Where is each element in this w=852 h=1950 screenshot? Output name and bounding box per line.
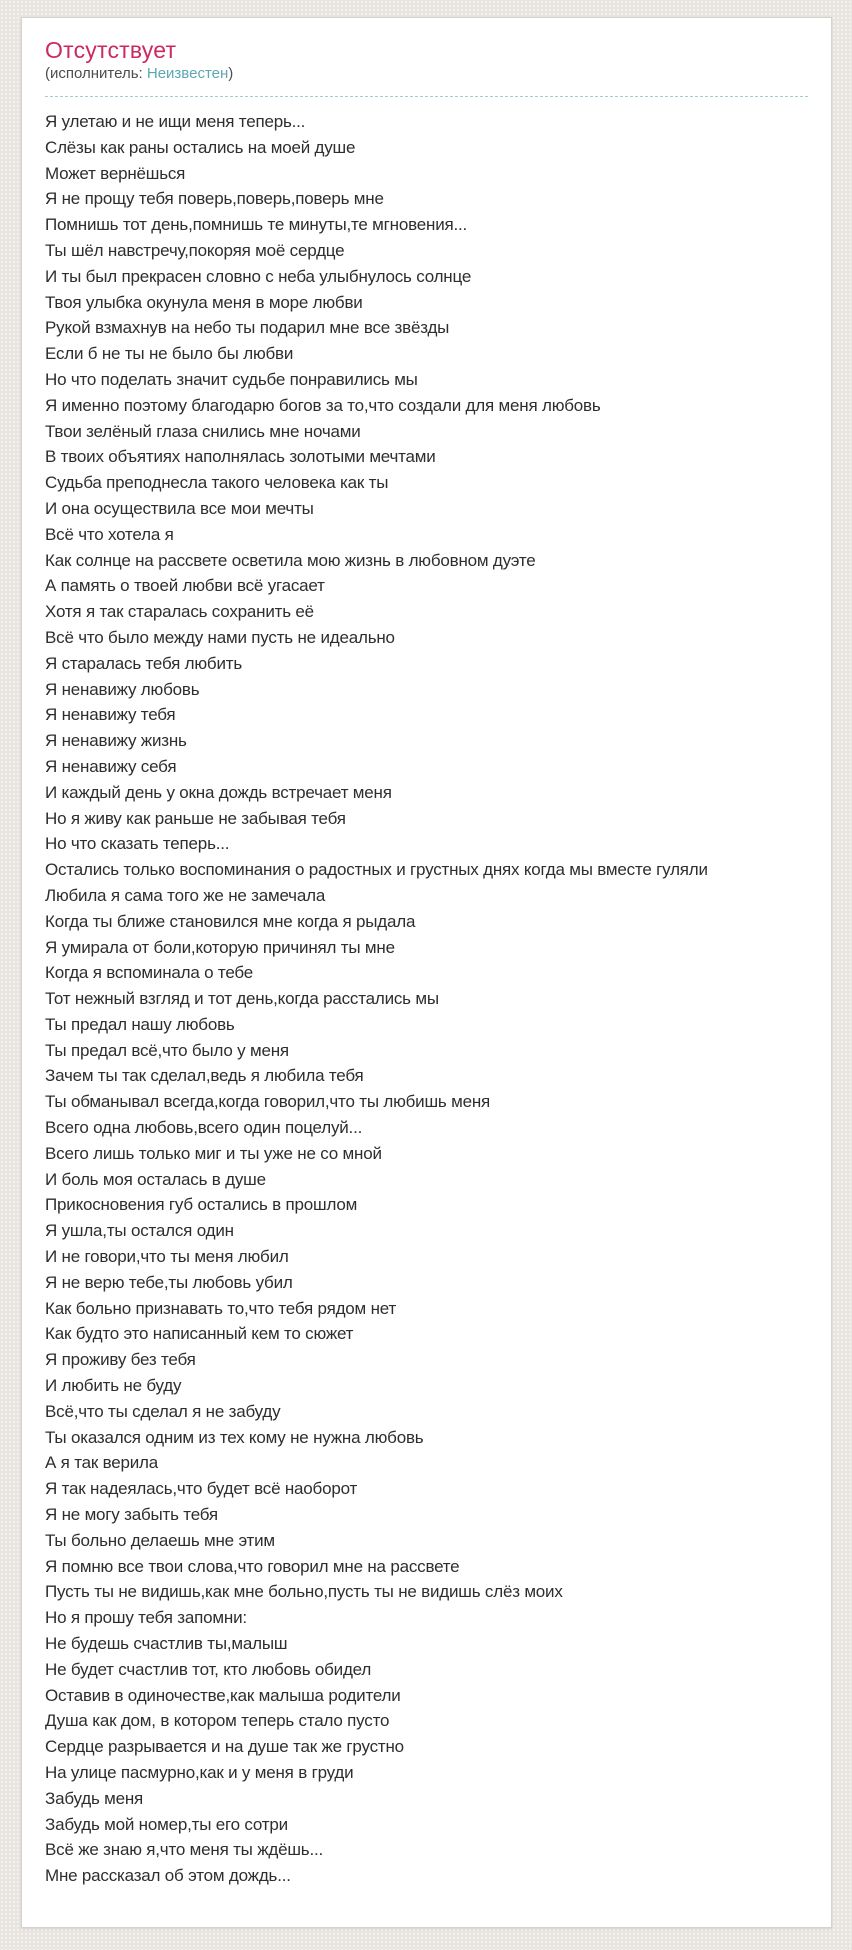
lyric-line: Я умирала от боли,которую причинял ты мне bbox=[45, 937, 395, 957]
lyric-line: Но что поделать значит судьбе понравились мы bbox=[45, 369, 418, 389]
lyric-line: Ты предал нашу любовь bbox=[45, 1014, 235, 1034]
artist-line bbox=[45, 65, 808, 83]
lyric-line: Сердце разрывается и на душе так же грустно bbox=[45, 1737, 404, 1757]
lyric-line: Я не прощу тебя поверь,поверь,поверь мне bbox=[45, 189, 384, 209]
lyric-line: И каждый день у окна дождь встречает меня bbox=[45, 782, 392, 802]
lyric-line: Всего одна любовь,всего один поцелуй... bbox=[45, 1118, 363, 1138]
lyric-line: Когда ты ближе становился мне когда я рыдала bbox=[45, 911, 416, 931]
lyric-line: Ты шёл навстречу,покоряя моё сердце bbox=[45, 240, 345, 260]
lyric-line: Я не верю тебе,ты любовь убил bbox=[45, 1272, 293, 1292]
lyric-line: Я старалась тебя любить bbox=[45, 653, 243, 673]
lyric-line: Я проживу без тебя bbox=[45, 1350, 196, 1370]
lyric-line: Твои зелёный глаза снились мне ночами bbox=[45, 421, 361, 441]
lyric-line: Я ненавижу себя bbox=[45, 756, 177, 776]
lyric-line: Но я прошу тебя запомни: bbox=[45, 1608, 247, 1628]
lyric-line: Всё же знаю я,что меня ты ждёшь... bbox=[45, 1840, 324, 1860]
lyric-line: Я ненавижу тебя bbox=[45, 705, 176, 725]
lyric-line: Оставив в одиночестве,как малыша родители bbox=[45, 1685, 401, 1705]
lyric-line: Я ненавижу жизнь bbox=[45, 731, 187, 751]
lyric-line: Пусть ты не видишь,как мне больно,пусть ты не видишь слёз моих bbox=[45, 1582, 563, 1602]
lyric-line: И она осуществила все мои мечты bbox=[45, 498, 314, 518]
lyric-line: Всё что хотела я bbox=[45, 524, 174, 544]
lyric-line: Рукой взмахнув на небо ты подарил мне все звёзды bbox=[45, 318, 450, 338]
lyric-line: Я именно поэтому благодарю богов за то,что создали для меня любовь bbox=[45, 395, 601, 415]
artist-link[interactable]: Неизвестен bbox=[146, 65, 229, 82]
lyric-line: Но что сказать теперь... bbox=[45, 834, 230, 854]
lyric-line: Зачем ты так сделал,ведь я любила тебя bbox=[45, 1066, 364, 1086]
lyric-line: Ты обманывал всегда,когда говорил,что ты любишь меня bbox=[45, 1092, 491, 1112]
lyric-line: И ты был прекрасен словно с неба улыбнулось солнце bbox=[45, 266, 472, 286]
lyrics-card bbox=[21, 17, 832, 1928]
artist-prefix-label: (исполнитель: bbox=[45, 65, 147, 82]
lyric-line: Я не могу забыть тебя bbox=[45, 1505, 218, 1525]
lyric-line: Остались только воспоминания о радостных и грустных днях когда мы вместе гуляли bbox=[45, 860, 708, 880]
lyric-line: Не будешь счастлив ты,малыш bbox=[45, 1634, 288, 1654]
lyric-line: На улице пасмурно,как и у меня в груди bbox=[45, 1763, 354, 1782]
artist-suffix-label: ) bbox=[228, 65, 234, 82]
song-title: Отсутствует bbox=[45, 37, 177, 63]
lyric-line: Но я живу как раньше не забывая тебя bbox=[45, 808, 346, 828]
lyric-line: Любила я сама того же не замечала bbox=[45, 885, 326, 905]
lyric-line: Мне рассказал об этом дождь... bbox=[45, 1866, 291, 1886]
lyric-line: Душа как дом, в котором теперь стало пусто bbox=[45, 1711, 390, 1731]
lyric-line: Я так надеялась,что будет всё наоборот bbox=[45, 1479, 358, 1499]
song-header bbox=[45, 38, 808, 97]
lyric-line: Судьба преподнесла такого человека как ты bbox=[45, 473, 389, 493]
lyric-line: Как солнце на рассвете осветила мою жизнь в любовном дуэте bbox=[45, 550, 536, 570]
lyric-line: И боль моя осталась в душе bbox=[45, 1169, 266, 1189]
lyric-line: Прикосновения губ остались в прошлом bbox=[45, 1195, 358, 1215]
lyric-line: А память о твоей любви всё угасает bbox=[45, 576, 325, 596]
lyrics-text-block bbox=[45, 109, 808, 1889]
lyric-line: Ты предал всё,что было у меня bbox=[45, 1040, 289, 1060]
lyric-line: Может вернёшься bbox=[45, 163, 186, 183]
lyric-line: Я ушла,ты остался один bbox=[45, 1221, 234, 1241]
lyric-line: В твоих объятиях наполнялась золотыми мечтами bbox=[45, 447, 436, 467]
lyric-line: Слёзы как раны остались на моей душе bbox=[45, 137, 356, 157]
lyric-line: Помнишь тот день,помнишь те минуты,те мгновения... bbox=[45, 215, 468, 235]
lyric-line: Если б не ты не было бы любви bbox=[45, 344, 294, 364]
lyric-line: Я ненавижу любовь bbox=[45, 679, 200, 699]
lyric-line: Как будто это написанный кем то сюжет bbox=[45, 1324, 354, 1344]
lyric-line: Всё что было между нами пусть не идеально bbox=[45, 627, 395, 647]
lyric-line: И любить не буду bbox=[45, 1376, 182, 1396]
lyric-line: Всё,что ты сделал я не забуду bbox=[45, 1401, 281, 1421]
lyric-line: Я помню все твои слова,что говорил мне на рассвете bbox=[45, 1556, 460, 1576]
lyric-line: Тот нежный взгляд и тот день,когда расстались мы bbox=[45, 989, 439, 1009]
lyric-line: Забудь мой номер,ты его сотри bbox=[45, 1814, 288, 1834]
lyric-line: Не будет счастлив тот, кто любовь обидел bbox=[45, 1659, 372, 1679]
lyric-line: Забудь меня bbox=[45, 1788, 144, 1808]
lyric-line: Когда я вспоминала о тебе bbox=[45, 963, 253, 983]
lyric-line: Я улетаю и не ищи меня теперь... bbox=[45, 112, 306, 131]
lyric-line: Всего лишь только миг и ты уже не со мной bbox=[45, 1143, 382, 1163]
lyric-line: Ты оказался одним из тех кому не нужна любовь bbox=[45, 1427, 424, 1447]
lyric-line: Ты больно делаешь мне этим bbox=[45, 1530, 275, 1550]
lyric-line: Хотя я так старалась сохранить её bbox=[45, 602, 314, 622]
lyric-line: Как больно признавать то,что тебя рядом нет bbox=[45, 1298, 397, 1318]
lyric-line: А я так верила bbox=[45, 1453, 159, 1473]
lyric-line: И не говори,что ты меня любил bbox=[45, 1247, 289, 1267]
lyric-line: Твоя улыбка окунула меня в море любви bbox=[45, 292, 363, 312]
